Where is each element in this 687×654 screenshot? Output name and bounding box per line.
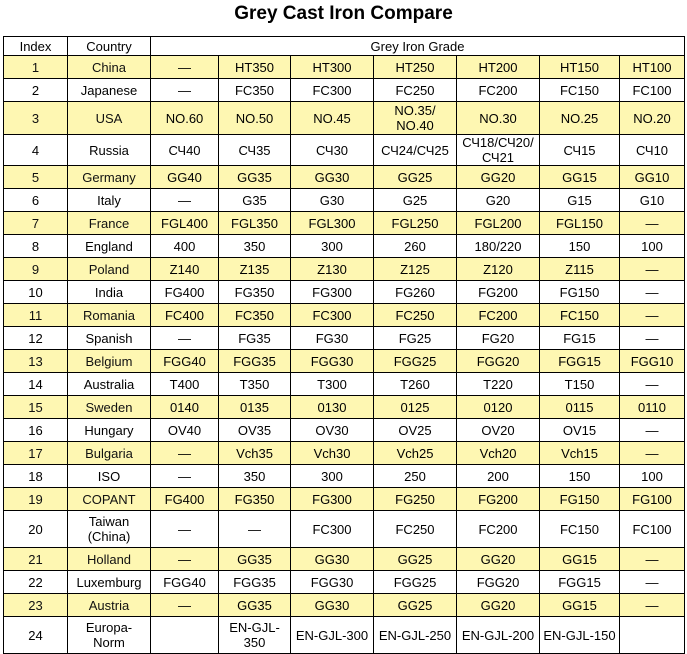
grade-cell: G15 [540,189,620,212]
grade-cell: 400 [151,235,219,258]
grade-cell: — [620,212,685,235]
grade-cell: — [620,442,685,465]
grade-cell: 0110 [620,396,685,419]
table-row [4,350,685,373]
grade-cell: 0130 [291,396,374,419]
country-cell: Europa- Norm [68,617,151,654]
grade-cell: — [620,327,685,350]
index-cell: 1 [4,56,68,79]
grade-cell: FGG25 [374,571,457,594]
grade-cell: HT200 [457,56,540,79]
grade-cell: FC200 [457,304,540,327]
grade-cell: FC150 [540,79,620,102]
grade-cell: Vch35 [219,442,291,465]
grade-cell: — [151,511,219,548]
table-row [4,135,685,166]
country-cell: Luxemburg [68,571,151,594]
grade-cell: FG15 [540,327,620,350]
grade-cell: — [620,373,685,396]
grade-cell: 100 [620,465,685,488]
header-country: Country [68,37,151,56]
grade-cell: FG100 [620,488,685,511]
grade-cell: 0135 [219,396,291,419]
table-row [4,465,685,488]
grade-cell: NO.25 [540,102,620,135]
grade-cell: — [620,419,685,442]
grade-cell: FGG40 [151,571,219,594]
grade-cell: FGG25 [374,350,457,373]
country-cell: Romania [68,304,151,327]
grade-cell: Vch15 [540,442,620,465]
grade-cell: 300 [291,235,374,258]
grade-cell: FG150 [540,281,620,304]
index-cell: 15 [4,396,68,419]
table-row [4,258,685,281]
grade-cell: GG25 [374,166,457,189]
header-index: Index [4,37,68,56]
grade-cell: GG20 [457,166,540,189]
grade-cell: HT350 [219,56,291,79]
grade-cell: — [620,548,685,571]
country-cell: China [68,56,151,79]
grade-cell: FG20 [457,327,540,350]
country-cell: Australia [68,373,151,396]
grade-cell: — [620,571,685,594]
grade-cell: 260 [374,235,457,258]
grade-cell: FC200 [457,511,540,548]
grade-cell [620,617,685,654]
grade-cell: OV30 [291,419,374,442]
grade-cell: 0140 [151,396,219,419]
index-cell: 18 [4,465,68,488]
grade-cell: GG35 [219,594,291,617]
country-cell: Italy [68,189,151,212]
grade-cell: NO.35/ NO.40 [374,102,457,135]
grade-cell: FG300 [291,281,374,304]
grade-cell: 150 [540,235,620,258]
grade-cell: EN-GJL-150 [540,617,620,654]
grade-cell: Z120 [457,258,540,281]
grade-cell: FC150 [540,304,620,327]
country-cell: Germany [68,166,151,189]
grade-cell: — [151,442,219,465]
grade-cell: Z130 [291,258,374,281]
grade-cell: FC300 [291,79,374,102]
grade-cell: FC400 [151,304,219,327]
grade-cell: EN-GJL- 350 [219,617,291,654]
index-cell: 6 [4,189,68,212]
grade-cell: FGL250 [374,212,457,235]
grade-cell: 200 [457,465,540,488]
grade-cell: СЧ10 [620,135,685,166]
grade-cell: FGG35 [219,571,291,594]
grade-cell: FGG30 [291,571,374,594]
grade-cell: NO.20 [620,102,685,135]
grade-cell: Vch30 [291,442,374,465]
grade-cell: FG150 [540,488,620,511]
grade-cell: FC150 [540,511,620,548]
grade-cell: FGG15 [540,571,620,594]
grade-cell: HT300 [291,56,374,79]
grade-cell: FC350 [219,304,291,327]
grade-cell: GG15 [540,166,620,189]
grade-cell: NO.50 [219,102,291,135]
grade-cell: GG15 [540,594,620,617]
grade-cell: GG25 [374,594,457,617]
header-row [4,37,685,56]
index-cell: 16 [4,419,68,442]
grade-cell: FC300 [291,511,374,548]
grade-cell: GG15 [540,548,620,571]
index-cell: 2 [4,79,68,102]
grade-cell: FG350 [219,281,291,304]
grade-cell: OV20 [457,419,540,442]
grade-cell: Z140 [151,258,219,281]
grade-cell: FGG15 [540,350,620,373]
index-cell: 22 [4,571,68,594]
grade-cell: FG400 [151,488,219,511]
grade-cell: GG20 [457,548,540,571]
grade-cell: GG20 [457,594,540,617]
table-row [4,594,685,617]
index-cell: 19 [4,488,68,511]
index-cell: 17 [4,442,68,465]
grade-cell: FGL200 [457,212,540,235]
grade-cell: СЧ24/СЧ25 [374,135,457,166]
country-cell: Poland [68,258,151,281]
grade-cell: G35 [219,189,291,212]
grade-cell: OV15 [540,419,620,442]
grade-cell: СЧ30 [291,135,374,166]
table-row [4,571,685,594]
grade-cell: — [151,79,219,102]
grade-cell: 0120 [457,396,540,419]
grade-cell: G10 [620,189,685,212]
grade-cell: — [151,189,219,212]
grade-cell: Z135 [219,258,291,281]
grade-cell: GG40 [151,166,219,189]
table-row [4,304,685,327]
grade-cell: СЧ18/СЧ20/ СЧ21 [457,135,540,166]
grade-cell: FGG20 [457,571,540,594]
grade-cell: — [151,548,219,571]
grade-cell: Vch25 [374,442,457,465]
country-cell: Holland [68,548,151,571]
grade-cell: G30 [291,189,374,212]
table-row [4,488,685,511]
grade-cell: NO.45 [291,102,374,135]
grade-cell: T400 [151,373,219,396]
grade-cell: СЧ35 [219,135,291,166]
grade-cell: FG260 [374,281,457,304]
index-cell: 11 [4,304,68,327]
grade-cell: — [151,56,219,79]
table-row [4,56,685,79]
country-cell: England [68,235,151,258]
grade-cell: FG25 [374,327,457,350]
table-row [4,79,685,102]
table-row [4,442,685,465]
index-cell: 20 [4,511,68,548]
country-cell: India [68,281,151,304]
grade-cell: FG200 [457,488,540,511]
grade-cell [151,617,219,654]
grade-cell: FC200 [457,79,540,102]
grade-cell: 350 [219,465,291,488]
table-row [4,102,685,135]
index-cell: 10 [4,281,68,304]
header-grey-iron-grade: Grey Iron Grade [151,37,685,56]
grade-cell: HT150 [540,56,620,79]
grade-cell: NO.60 [151,102,219,135]
grade-cell: G20 [457,189,540,212]
table-row [4,373,685,396]
grade-cell: FG400 [151,281,219,304]
country-cell: COPANT [68,488,151,511]
grade-cell: FG200 [457,281,540,304]
grade-cell: T350 [219,373,291,396]
grade-cell: — [219,511,291,548]
grade-cell: — [620,594,685,617]
country-cell: Sweden [68,396,151,419]
grade-cell: GG35 [219,166,291,189]
grade-cell: — [151,465,219,488]
table-row [4,511,685,548]
table-row [4,235,685,258]
grade-cell: FGL400 [151,212,219,235]
country-cell: Taiwan (China) [68,511,151,548]
grade-cell: FGG30 [291,350,374,373]
grade-cell: EN-GJL-200 [457,617,540,654]
country-cell: Austria [68,594,151,617]
grade-cell: Z115 [540,258,620,281]
index-cell: 9 [4,258,68,281]
grade-cell: — [620,281,685,304]
grade-cell: FC300 [291,304,374,327]
grade-cell: GG30 [291,548,374,571]
grade-compare-table [3,36,685,654]
grade-cell: — [151,594,219,617]
grade-cell: FG35 [219,327,291,350]
grade-cell: 300 [291,465,374,488]
grade-cell: Vch20 [457,442,540,465]
grade-cell: GG30 [291,166,374,189]
country-cell: Russia [68,135,151,166]
grade-cell: OV25 [374,419,457,442]
index-cell: 14 [4,373,68,396]
grade-cell: GG25 [374,548,457,571]
grade-cell: Z125 [374,258,457,281]
grade-cell: FGG10 [620,350,685,373]
grade-cell: FGL300 [291,212,374,235]
table-row [4,189,685,212]
index-cell: 4 [4,135,68,166]
grade-cell: FC250 [374,304,457,327]
index-cell: 3 [4,102,68,135]
grade-cell: EN-GJL-300 [291,617,374,654]
grade-cell: T260 [374,373,457,396]
index-cell: 8 [4,235,68,258]
grade-cell: 150 [540,465,620,488]
table-row [4,548,685,571]
table-row [4,281,685,304]
grade-cell: 100 [620,235,685,258]
grade-cell: GG10 [620,166,685,189]
table-row [4,327,685,350]
grade-cell: GG35 [219,548,291,571]
grade-cell: FG300 [291,488,374,511]
grade-cell: FG250 [374,488,457,511]
country-cell: USA [68,102,151,135]
grade-cell: EN-GJL-250 [374,617,457,654]
grade-cell: 180/220 [457,235,540,258]
table-row [4,166,685,189]
grade-cell: FC100 [620,79,685,102]
grade-cell: OV35 [219,419,291,442]
grade-cell: FC250 [374,79,457,102]
index-cell: 7 [4,212,68,235]
grade-cell: — [151,327,219,350]
country-cell: France [68,212,151,235]
grade-cell: СЧ40 [151,135,219,166]
table-row [4,419,685,442]
grade-cell: T220 [457,373,540,396]
index-cell: 13 [4,350,68,373]
grade-cell: FG30 [291,327,374,350]
country-cell: Spanish [68,327,151,350]
grade-cell: FC250 [374,511,457,548]
grade-cell: — [620,304,685,327]
grade-cell: 0115 [540,396,620,419]
grade-cell: GG30 [291,594,374,617]
page-title: Grey Cast Iron Compare [234,3,453,24]
grade-cell: FC100 [620,511,685,548]
grade-cell: FGG35 [219,350,291,373]
grade-cell: 250 [374,465,457,488]
grade-cell: 350 [219,235,291,258]
grade-cell: NO.30 [457,102,540,135]
grade-cell: FGG40 [151,350,219,373]
index-cell: 23 [4,594,68,617]
grade-cell: OV40 [151,419,219,442]
grade-cell: — [620,258,685,281]
grade-cell: T300 [291,373,374,396]
grade-cell: G25 [374,189,457,212]
index-cell: 21 [4,548,68,571]
country-cell: Hungary [68,419,151,442]
table-row [4,396,685,419]
grade-cell: HT100 [620,56,685,79]
country-cell: Bulgaria [68,442,151,465]
country-cell: Belgium [68,350,151,373]
grade-cell: 0125 [374,396,457,419]
grade-cell: T150 [540,373,620,396]
country-cell: ISO [68,465,151,488]
index-cell: 5 [4,166,68,189]
grade-cell: FGL150 [540,212,620,235]
country-cell: Japanese [68,79,151,102]
table-row [4,617,685,654]
grade-cell: FC350 [219,79,291,102]
grade-cell: FGG20 [457,350,540,373]
grade-cell: СЧ15 [540,135,620,166]
grade-cell: HT250 [374,56,457,79]
index-cell: 12 [4,327,68,350]
table-row [4,212,685,235]
grade-cell: FGL350 [219,212,291,235]
grade-cell: FG350 [219,488,291,511]
index-cell: 24 [4,617,68,654]
